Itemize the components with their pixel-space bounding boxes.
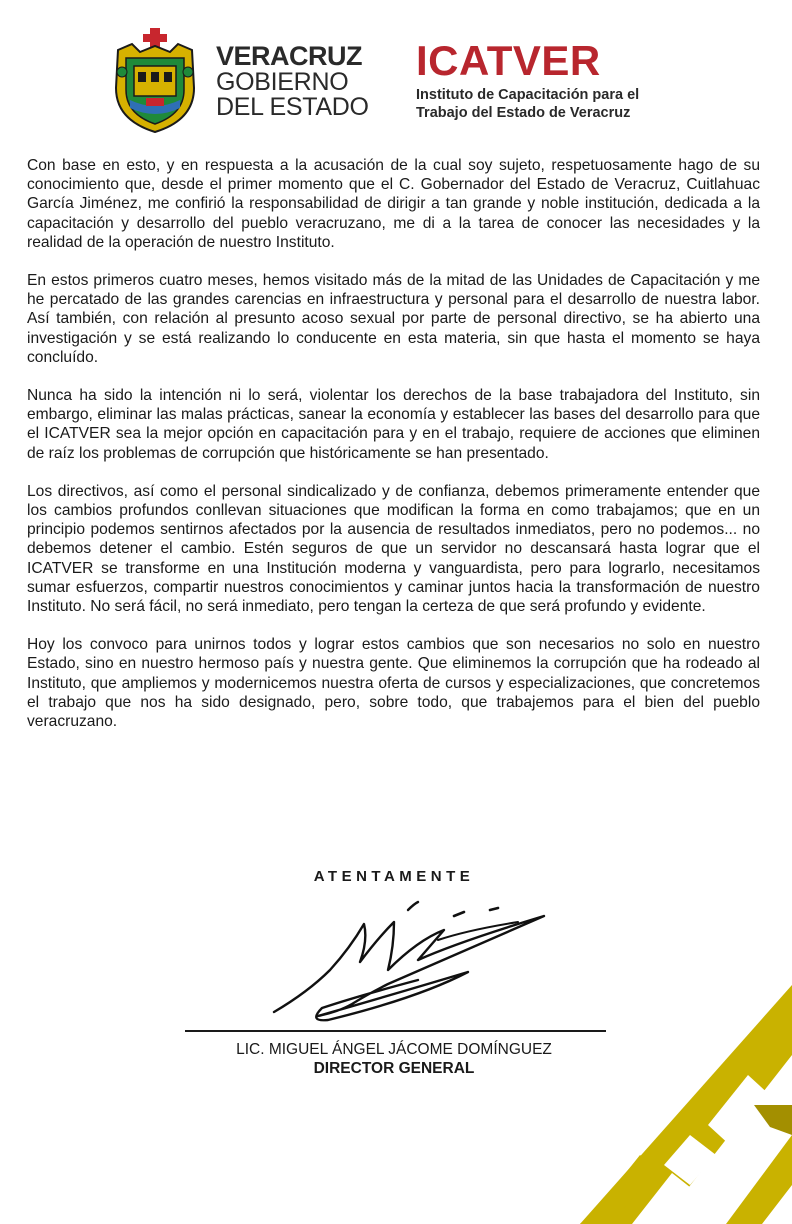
veracruz-coat-of-arms-icon [110, 28, 200, 134]
government-line-1: VERACRUZ [216, 41, 363, 71]
gold-stepped-corner-decoration-icon [540, 985, 792, 1224]
handwritten-signature-icon [268, 900, 550, 1030]
letter-body [27, 156, 760, 750]
signer-title-text: DIRECTOR GENERAL [313, 1060, 475, 1077]
paragraph-5: Hoy los convoco para unirnos todos y lograr estos cambios que son necesarios no solo en nuestro Estado, sino en nuestro hermoso país y nuestra gente. Que eliminemos la corrupción que ha rodeado al Instituto, que ampliemos y modernicemos nuestra oferta de cursos y especializaciones, que concretemos el trabajo que nos ha sido designado, pero, sobre todo, que trabajemos para el bien del pueblo veracruzano. [27, 636, 760, 731]
paragraph-2: En estos primeros cuatro meses, hemos visitado más de la mitad de las Unidades de Capacitación y me he percatado de las grandes carencias en infraestructura y personal para el desarrollo de nuestra labor. Así también, con relación al presunto acoso sexual por parte de personal directivo, se ha abierto una investigación y se está realizando lo conducente en esta materia, sin que hasta el momento se haya concluído. [27, 272, 760, 366]
institute-name-line-1: Instituto de Capacitación para el [416, 87, 640, 103]
institute-name-line-2: Trabajo del Estado de Veracruz [416, 105, 631, 121]
paragraph-1: Con base en esto, y en respuesta a la acusación de la cual soy sujeto, respetuosamente hago de su conocimiento que, desde el primer momento que el C. Gobernador del Estado de Veracruz, Cuitlahuac García Jiménez, me confirió la responsabilidad de dirigir a tan grande y noble institución, dedicada a la capacitación y desarrollo del pueblo veracruzano, me di a la tarea de conocer las necesidades y la realidad de la operación de nuestro Instituto. [27, 157, 760, 251]
government-line-3: DEL ESTADO [216, 93, 369, 121]
institute-acronym: ICATVER [416, 37, 601, 84]
paragraph-4: Los directivos, así como el personal sindicalizado y de confianza, debemos primeramente entender que los cambios profundos conllevan situaciones que modifican la forma en como trabajamos; que en un principio podemos sentirnos afectados por la ausencia de resultados inmediatos, pero no podemos... no debemos detener el cambio. Estén seguros de que un servidor no descansará hasta lograr que el ICATVER se transforme en una Institución moderna y vanguardista, pero para lograrlo, necesitamos sumar esfuerzos, compartir nuestros conocimientos y caminar juntos hacia la transformación de nuestro Instituto. No será fácil, no será inmediato, pero tengan la certeza de que será profundo y evidente. [27, 482, 760, 616]
letterhead [0, 26, 792, 138]
closing-salutation [0, 868, 792, 885]
government-wordmark [216, 43, 369, 120]
institute-wordmark [416, 37, 640, 122]
government-line-2: GOBIERNO [216, 68, 349, 96]
signer-name-text: LIC. MIGUEL ÁNGEL JÁCOME DOMÍNGUEZ [236, 1041, 552, 1058]
paragraph-3: Nunca ha sido la intención ni lo será, violentar los derechos de la base trabajadora del Instituto, sin embargo, eliminar las malas prácticas, sanear la economía y establecer las bases del desarrollo para que el ICATVER sea la mejor opción en capacitación para y en el trabajo, requiere de acciones que eliminen de raíz los problemas de corrupción que históricamente se han presentado. [27, 387, 760, 462]
closing-text: ATENTAMENTE [313, 868, 475, 885]
